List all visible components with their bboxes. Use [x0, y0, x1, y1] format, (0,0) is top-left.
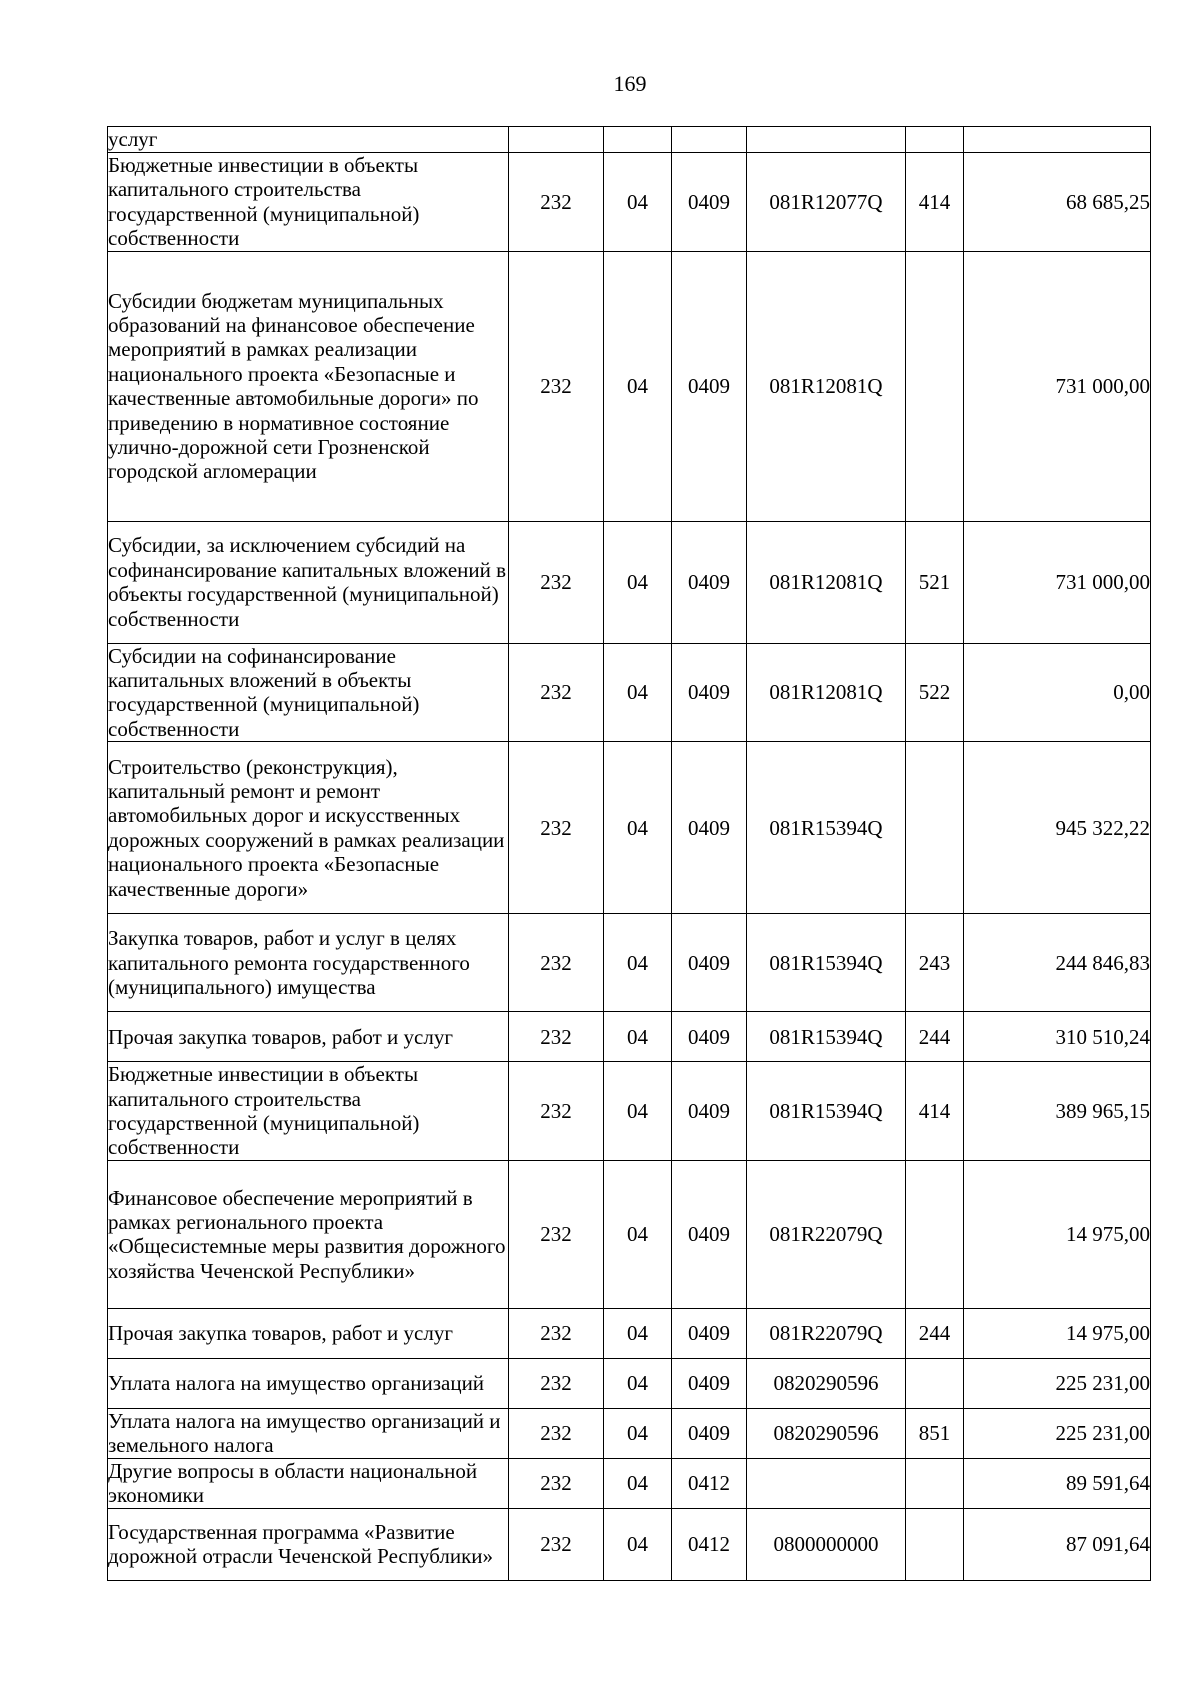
subsection-code: 0409: [672, 251, 747, 521]
amount: 225 231,00: [964, 1358, 1151, 1408]
expense-type-code: 521: [906, 521, 964, 643]
table-row: [108, 643, 1151, 742]
ved-code: 232: [509, 251, 604, 521]
expense-type-code: 243: [906, 914, 964, 1012]
section-code: 04: [604, 153, 672, 252]
target-article-code: 0800000000: [747, 1508, 906, 1580]
table-row: [108, 153, 1151, 252]
amount: 389 965,15: [964, 1062, 1151, 1161]
amount: 310 510,24: [964, 1012, 1151, 1062]
target-article-code: 081R12077Q: [747, 153, 906, 252]
target-article-code: 081R15394Q: [747, 742, 906, 914]
target-article-code: 081R12081Q: [747, 521, 906, 643]
table-row: [108, 1308, 1151, 1358]
subsection-code: 0409: [672, 1062, 747, 1161]
subsection-code: 0409: [672, 742, 747, 914]
section-code: 04: [604, 1508, 672, 1580]
expense-type-code: 522: [906, 643, 964, 742]
expense-type-code: 244: [906, 1012, 964, 1062]
amount: 89 591,64: [964, 1458, 1151, 1508]
row-name: Уплата налога на имущество организаций и земельного налога: [108, 1408, 509, 1458]
ved-code: [509, 127, 604, 153]
row-name: Прочая закупка товаров, работ и услуг: [108, 1308, 509, 1358]
page-number: 169: [613, 71, 647, 96]
amount: 945 322,22: [964, 742, 1151, 914]
expense-type-code: 414: [906, 153, 964, 252]
section-code: 04: [604, 251, 672, 521]
target-article-code: 081R15394Q: [747, 914, 906, 1012]
expense-type-code: [906, 127, 964, 153]
expense-type-code: [906, 251, 964, 521]
ved-code: 232: [509, 1012, 604, 1062]
target-article-code: 0820290596: [747, 1358, 906, 1408]
section-code: 04: [604, 521, 672, 643]
section-code: 04: [604, 1408, 672, 1458]
row-name: Строительство (реконструкция), капитальный ремонт и ремонт автомобильных дорог и искусственных дорожных сооружений в рамках реализации национального проекта «Безопасные качественные дороги»: [108, 742, 509, 914]
target-article-code: 081R22079Q: [747, 1308, 906, 1358]
ved-code: 232: [509, 153, 604, 252]
subsection-code: 0412: [672, 1508, 747, 1580]
amount: 731 000,00: [964, 251, 1151, 521]
section-code: 04: [604, 1062, 672, 1161]
table-row: [108, 742, 1151, 914]
section-code: 04: [604, 1308, 672, 1358]
budget-table: [107, 126, 1151, 1581]
subsection-code: 0409: [672, 1012, 747, 1062]
row-name: Другие вопросы в области национальной экономики: [108, 1458, 509, 1508]
subsection-code: 0409: [672, 1408, 747, 1458]
row-name: услуг: [108, 127, 509, 153]
subsection-code: 0409: [672, 153, 747, 252]
expense-type-code: [906, 1508, 964, 1580]
table-row: [108, 914, 1151, 1012]
amount: 0,00: [964, 643, 1151, 742]
subsection-code: [672, 127, 747, 153]
target-article-code: 081R22079Q: [747, 1160, 906, 1308]
amount: 14 975,00: [964, 1308, 1151, 1358]
table-row: [108, 1062, 1151, 1161]
ved-code: 232: [509, 914, 604, 1012]
target-article-code: 081R12081Q: [747, 251, 906, 521]
expense-type-code: 414: [906, 1062, 964, 1161]
row-name: Бюджетные инвестиции в объекты капитального строительства государственной (муниципальной) собственности: [108, 153, 509, 252]
ved-code: 232: [509, 521, 604, 643]
ved-code: 232: [509, 742, 604, 914]
table-row: [108, 1408, 1151, 1458]
section-code: 04: [604, 1458, 672, 1508]
section-code: 04: [604, 742, 672, 914]
target-article-code: 081R15394Q: [747, 1012, 906, 1062]
subsection-code: 0409: [672, 914, 747, 1012]
table-row: [108, 251, 1151, 521]
amount: 731 000,00: [964, 521, 1151, 643]
row-name: Субсидии бюджетам муниципальных образований на финансовое обеспечение мероприятий в рамках реализации национального проекта «Безопасные и качественные автомобильные дороги» по приведению в нормативное состояние улично-дорожной сети Грозненской городской агломерации: [108, 251, 509, 521]
row-name: Закупка товаров, работ и услуг в целях капитального ремонта государственного (муниципального) имущества: [108, 914, 509, 1012]
row-name: Субсидии, за исключением субсидий на софинансирование капитальных вложений в объекты государственной (муниципальной) собственности: [108, 521, 509, 643]
ved-code: 232: [509, 1508, 604, 1580]
table-row: [108, 127, 1151, 153]
expense-type-code: [906, 1160, 964, 1308]
ved-code: 232: [509, 1408, 604, 1458]
expense-type-code: 244: [906, 1308, 964, 1358]
row-name: Финансовое обеспечение мероприятий в рамках регионального проекта «Общесистемные меры развития дорожного хозяйства Чеченской Республики»: [108, 1160, 509, 1308]
amount: 68 685,25: [964, 153, 1151, 252]
expense-type-code: [906, 1458, 964, 1508]
section-code: 04: [604, 1160, 672, 1308]
target-article-code: 081R15394Q: [747, 1062, 906, 1161]
target-article-code: 0820290596: [747, 1408, 906, 1458]
expense-type-code: 851: [906, 1408, 964, 1458]
ved-code: 232: [509, 643, 604, 742]
subsection-code: 0412: [672, 1458, 747, 1508]
ved-code: 232: [509, 1358, 604, 1408]
ved-code: 232: [509, 1062, 604, 1161]
table-row: [108, 1458, 1151, 1508]
subsection-code: 0409: [672, 1358, 747, 1408]
expense-type-code: [906, 742, 964, 914]
expense-type-code: [906, 1358, 964, 1408]
subsection-code: 0409: [672, 643, 747, 742]
ved-code: 232: [509, 1160, 604, 1308]
table-row: [108, 1160, 1151, 1308]
section-code: 04: [604, 643, 672, 742]
amount: 244 846,83: [964, 914, 1151, 1012]
section-code: 04: [604, 1358, 672, 1408]
target-article-code: [747, 127, 906, 153]
section-code: 04: [604, 1012, 672, 1062]
table-row: [108, 1012, 1151, 1062]
amount: 87 091,64: [964, 1508, 1151, 1580]
table-row: [108, 1508, 1151, 1580]
subsection-code: 0409: [672, 1308, 747, 1358]
ved-code: 232: [509, 1308, 604, 1358]
row-name: Субсидии на софинансирование капитальных вложений в объекты государственной (муниципальной) собственности: [108, 643, 509, 742]
section-code: 04: [604, 914, 672, 1012]
amount: [964, 127, 1151, 153]
row-name: Бюджетные инвестиции в объекты капитального строительства государственной (муниципальной) собственности: [108, 1062, 509, 1161]
amount: 225 231,00: [964, 1408, 1151, 1458]
table-row: [108, 521, 1151, 643]
table-row: [108, 1358, 1151, 1408]
subsection-code: 0409: [672, 1160, 747, 1308]
subsection-code: 0409: [672, 521, 747, 643]
section-code: [604, 127, 672, 153]
target-article-code: [747, 1458, 906, 1508]
amount: 14 975,00: [964, 1160, 1151, 1308]
row-name: Государственная программа «Развитие дорожной отрасли Чеченской Республики»: [108, 1508, 509, 1580]
ved-code: 232: [509, 1458, 604, 1508]
target-article-code: 081R12081Q: [747, 643, 906, 742]
row-name: Прочая закупка товаров, работ и услуг: [108, 1012, 509, 1062]
row-name: Уплата налога на имущество организаций: [108, 1358, 509, 1408]
